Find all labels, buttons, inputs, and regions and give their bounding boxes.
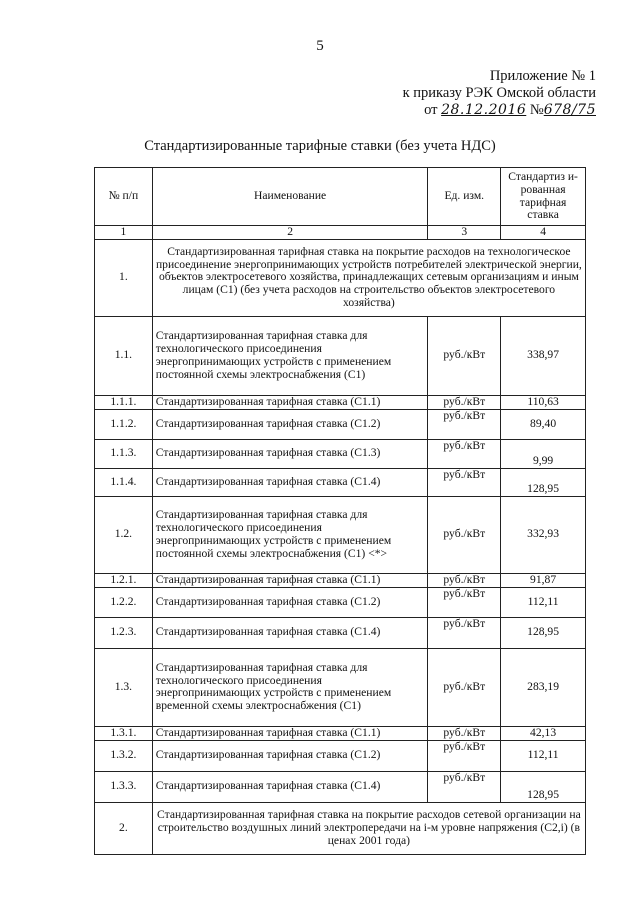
row-name: Стандартизированная тарифная ставка (С1.3) [152,439,428,468]
col-number: 1 [95,226,153,240]
table-header-row [95,168,586,226]
header-name: Наименование [152,168,428,226]
row-name: Стандартизированная тарифная ставка на покрытие расходов сетевой организации на строительство воздушных линий электропередачи на i-м уровне напряжения (С2,i) (в ценах 2001 года) [152,802,585,854]
header-num: № п/п [95,168,153,226]
row-number: 1.1. [95,316,153,395]
table-row [95,740,586,771]
row-name: Стандартизированная тарифная ставка (С1.2) [152,409,428,439]
row-name: Стандартизированная тарифная ставка (С1.4) [152,468,428,496]
row-name: Стандартизированная тарифная ставка для технологического присоединения энергопринимающих устройств с применением постоянной схемы электроснабжения (С1) [152,316,428,395]
header-rate: Стандартиз и-рованная тарифная ставка [501,168,586,226]
row-number: 1.1.4. [95,468,153,496]
row-value: 128,95 [501,468,586,496]
table-row [95,468,586,496]
row-name: Стандартизированная тарифная ставка на покрытие расходов на технологическое присоединение энергопринимающих устройств потребителей электрической энергии, объектов электросетевого хозяйства, принадлежащих сетевым организациям и иным лицам (С1) (без учета расходов на строительство объектов электросетевого хозяйства) [152,239,585,316]
row-unit: руб./кВт [428,439,501,468]
row-value: 112,11 [501,740,586,771]
row-name: Стандартизированная тарифная ставка (С1.1) [152,726,428,740]
row-unit: руб./кВт [428,648,501,726]
row-name: Стандартизированная тарифная ставка для технологического присоединения энергопринимающих устройств с применением постоянной схемы электроснабжения (С1) <*> [152,496,428,573]
row-unit: руб./кВт [428,316,501,395]
row-number: 1.2.3. [95,617,153,648]
table-row [95,496,586,573]
row-number: 1.3. [95,648,153,726]
row-unit: руб./кВт [428,740,501,771]
row-value: 42,13 [501,726,586,740]
row-unit: руб./кВт [428,395,501,409]
row-number: 1.1.2. [95,409,153,439]
appendix-title: Приложение № 1 [489,68,596,84]
tariff-table [94,167,586,855]
row-number: 1.3.1. [95,726,153,740]
appendix-date-line [403,102,596,119]
table-row [95,617,586,648]
order-number: 678/75 [543,102,596,118]
row-number: 2. [95,802,153,854]
row-value: 128,95 [501,617,586,648]
row-unit: руб./кВт [428,573,501,587]
row-value: 332,93 [501,496,586,573]
row-name: Стандартизированная тарифная ставка (С1.2) [152,587,428,617]
row-name: Стандартизированная тарифная ставка (С1.4) [152,771,428,802]
table-row [95,573,586,587]
table-row [95,409,586,439]
number-label: № [529,102,544,118]
table-row [95,771,586,802]
table-row [95,726,586,740]
row-unit: руб./кВт [428,726,501,740]
table-row [95,648,586,726]
row-number: 1.2. [95,496,153,573]
row-name: Стандартизированная тарифная ставка (С1.2) [152,740,428,771]
document-title: Стандартизированные тарифные ставки (без учета НДС) [144,138,496,154]
row-value: 283,19 [501,648,586,726]
header-unit: Ед. изм. [428,168,501,226]
order-date: 28.12.2016 [441,102,527,118]
appendix-order-ref: к приказу РЭК Омской области [402,85,596,101]
row-value: 89,40 [501,409,586,439]
row-name: Стандартизированная тарифная ставка (С1.1) [152,573,428,587]
row-value: 110,63 [501,395,586,409]
row-unit: руб./кВт [428,771,501,802]
row-name: Стандартизированная тарифная ставка для технологического присоединения энергопринимающих устройств с применением временной схемы электроснабжения (С1) [152,648,428,726]
col-number: 4 [501,226,586,240]
row-value: 128,95 [501,771,586,802]
row-name: Стандартизированная тарифная ставка (С1.1) [152,395,428,409]
row-value: 9,99 [501,439,586,468]
column-number-row [95,226,586,240]
col-number: 3 [428,226,501,240]
date-prefix: от [424,102,438,118]
row-number: 1.3.3. [95,771,153,802]
row-value: 338,97 [501,316,586,395]
row-unit: руб./кВт [428,409,501,439]
row-value: 112,11 [501,587,586,617]
table-row [95,316,586,395]
row-number: 1.3.2. [95,740,153,771]
table-row [95,587,586,617]
row-number: 1.2.1. [95,573,153,587]
table-row [95,395,586,409]
row-name: Стандартизированная тарифная ставка (С1.4) [152,617,428,648]
table-row [95,239,586,316]
row-number: 1.1.3. [95,439,153,468]
row-unit: руб./кВт [428,468,501,496]
row-unit: руб./кВт [428,587,501,617]
table-row [95,802,586,854]
row-unit: руб./кВт [428,617,501,648]
page-number: 5 [316,38,324,54]
col-number: 2 [152,226,428,240]
appendix-block [403,68,596,119]
row-number: 1. [95,239,153,316]
row-number: 1.1.1. [95,395,153,409]
row-number: 1.2.2. [95,587,153,617]
row-unit: руб./кВт [428,496,501,573]
row-value: 91,87 [501,573,586,587]
table-row [95,439,586,468]
